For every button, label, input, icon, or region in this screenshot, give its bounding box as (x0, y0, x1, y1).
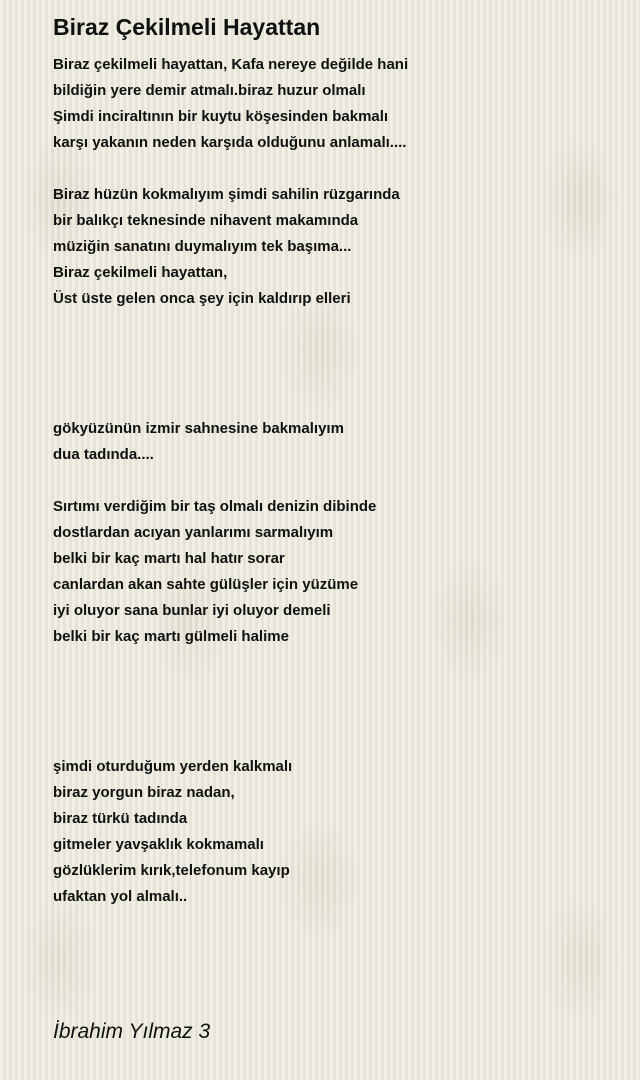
poem-line: Sırtımı verdiğim bir taş olmalı denizin dibinde (53, 498, 377, 515)
poem-line: müziğin sanatını duymalıyım tek başıma... (53, 238, 352, 255)
poem-line: biraz türkü tadında (53, 810, 188, 827)
poem-line: gitmeler yavşaklık kokmamalı (53, 836, 264, 853)
poem-body (53, 52, 623, 910)
poem-line: iyi oluyor sana bunlar iyi oluyor demeli (53, 602, 331, 619)
poem-line: bir balıkçı teknesinde nihavent makamında (53, 212, 359, 229)
poem-line: Şimdi inciraltının bir kuytu köşesinden bakmalı (53, 108, 389, 125)
author-name: İbrahim Yılmaz 3 (53, 1020, 211, 1043)
stanza-break (53, 156, 623, 182)
poem-line: dostlardan acıyan yanlarımı sarmalıyım (53, 524, 334, 541)
stanza-3 (53, 416, 623, 468)
poem-line: canlardan akan sahte gülüşler için yüzüme (53, 576, 359, 593)
poem-line: gözlüklerim kırık,telefonum kayıp (53, 862, 290, 879)
poem-line: Biraz hüzün kokmalıyım şimdi sahilin rüzgarında (53, 186, 400, 203)
poem-line: belki bir kaç martı gülmeli halime (53, 628, 289, 645)
poem-title: Biraz Çekilmeli Hayattan (53, 14, 321, 40)
poem-line: biraz yorgun biraz nadan, (53, 784, 235, 801)
stanza-break (53, 312, 623, 416)
poem-line: gökyüzünün izmir sahnesine bakmalıyım (53, 420, 344, 437)
poem-line: Üst üste gelen onca şey için kaldırıp elleri (53, 290, 351, 307)
poem-line: Biraz çekilmeli hayattan, (53, 264, 228, 281)
poem-line: belki bir kaç martı hal hatır sorar (53, 550, 285, 567)
poem-line: dua tadında.... (53, 446, 154, 463)
poem-line: Biraz çekilmeli hayattan, Kafa nereye değilde hani (53, 56, 409, 73)
stanza-4 (53, 494, 623, 650)
stanza-break (53, 468, 623, 494)
poem-line: bildiğin yere demir atmalı.biraz huzur olmalı (53, 82, 366, 99)
stanza-1 (53, 52, 623, 156)
poem-line: ufaktan yol almalı.. (53, 888, 188, 905)
stanza-break (53, 650, 623, 754)
stanza-5 (53, 754, 623, 910)
poem-line: karşı yakanın neden karşıda olduğunu anlamalı.... (53, 134, 407, 151)
poem-line: şimdi oturduğum yerden kalkmalı (53, 758, 293, 775)
stanza-2 (53, 182, 623, 312)
